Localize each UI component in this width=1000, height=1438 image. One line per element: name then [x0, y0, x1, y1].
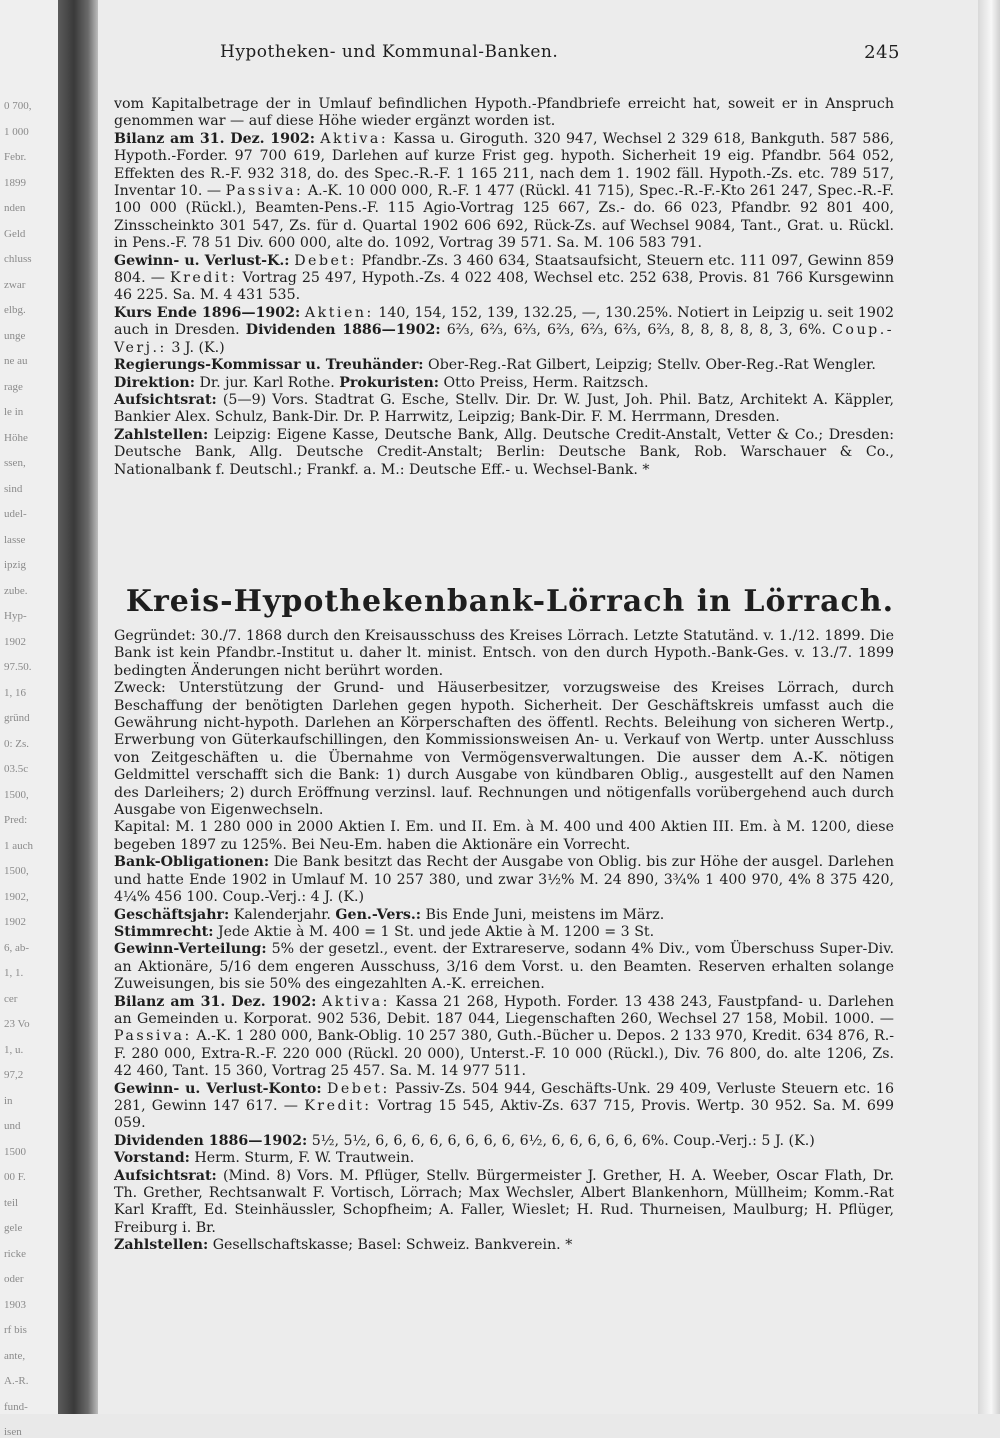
- spaced-label: Passiva:: [225, 183, 304, 200]
- margin-fragment: 23 Vo: [4, 1018, 30, 1030]
- margin-fragment: A.-R.: [4, 1375, 29, 1387]
- margin-fragment: 97,2: [4, 1069, 24, 1081]
- bold-label: Gewinn-Verteilung:: [114, 941, 267, 958]
- margin-fragment: ante,: [4, 1349, 26, 1362]
- margin-fragment: cer: [4, 992, 18, 1005]
- text-run: Otto Preiss, Herm. Raitzsch.: [439, 374, 649, 391]
- section-kreis-hypothekenbank: [114, 628, 894, 1255]
- margin-fragment: 0: Zs.: [4, 737, 30, 750]
- margin-fragment: elbg.: [4, 304, 26, 316]
- margin-fragment: isen: [4, 1426, 22, 1438]
- margin-fragment: zwar: [4, 278, 26, 291]
- margin-fragment: 1, 1.: [4, 967, 24, 979]
- text-run: (Mind. 8) Vors. M. Pflüger, Stellv. Bürgermeister J. Grether, H. A. Weeber, Oscar Flath, Dr. Th. Grether, Rechtsanwalt F. Vortisch, Lörrach; Max Wechsler, Albert Blankenhorn, Müllheim; Komm.-Rat Karl Krafft, Ed. Steinhäussler, Schopfheim; A. Faller, Wieslet; H. Rud. Thurneisen, Maulburg; H. Pflüger, Freiburg i. Br.: [114, 1167, 894, 1236]
- paragraph: [114, 131, 894, 253]
- margin-fragment: unge: [4, 329, 26, 342]
- paragraph: [114, 1133, 894, 1150]
- text-run: (5—9) Vors. Stadtrat G. Esche, Stellv. Dir. Dr. W. Just, Joh. Phil. Batz, Architekt A. Käppler, Bankier Alex. Schulz, Bank-Dir. Dr. P. Harrwitz, Leipzig; Bank-Dir. F. M. Herrmann, Dresden.: [114, 391, 894, 426]
- bold-label: Dividenden 1886—1902:: [114, 1132, 308, 1149]
- text-run: 5½, 5½, 6, 6, 6, 6, 6, 6, 6, 6, 6½, 6, 6, 6, 6, 6, 6%. Coup.-Verj.: 5 J. (K.): [307, 1132, 815, 1149]
- margin-fragment: Höhe: [4, 431, 28, 444]
- margin-fragment: Pred:: [4, 814, 28, 826]
- bold-label: Bank-Obligationen:: [114, 854, 270, 871]
- margin-fragment: ssen,: [4, 457, 26, 469]
- margin-fragment: 00 F.: [4, 1171, 26, 1183]
- paragraph: [114, 924, 894, 941]
- paragraph: [114, 819, 894, 854]
- text-run: Kassa 21 268, Hypoth. Forder. 13 438 243, Faustpfand- u. Darlehen an Gemeinden u. Korporat. 902 536, Debit. 187 044, Liegenschaften 260, Wechsel 27 158, Mobil. 1000. —: [114, 993, 895, 1027]
- paragraph: [114, 854, 894, 906]
- margin-fragment: oder: [4, 1273, 24, 1285]
- page-edge: [978, 0, 1000, 1414]
- margin-fragment: nden: [4, 202, 26, 214]
- spaced-label: Kredit:: [170, 270, 238, 287]
- bold-label: Geschäftsjahr:: [114, 906, 230, 923]
- text-run: Dr. jur. Karl Rothe.: [194, 374, 340, 391]
- paragraph: [114, 1237, 894, 1254]
- bold-label: Gewinn- u. Verlust-Konto:: [114, 1080, 322, 1097]
- paragraph: [114, 96, 894, 131]
- paragraph: [114, 305, 894, 357]
- text-run: Ober-Reg.-Rat Gilbert, Leipzig; Stellv. Ober-Reg.-Rat Wengler.: [423, 357, 876, 374]
- paragraph: [114, 628, 894, 680]
- margin-fragment: sind: [4, 482, 23, 495]
- text-run: 3 J. (K.): [166, 339, 225, 356]
- spaced-label: Aktien:: [304, 304, 374, 321]
- text-run: 140, 154, 152, 139, 132.25, —, 130.25%. Notiert in Leipzig u. seit 1902 auch in Dresden.: [114, 304, 894, 339]
- spaced-label: Kredit:: [304, 1097, 372, 1114]
- spaced-label: Aktiva:: [322, 993, 390, 1010]
- text-run: Passiv-Zs. 504 944, Geschäfts-Unk. 29 409, Verluste Steuern etc. 16 281, Gewinn 147 617. —: [114, 1080, 894, 1114]
- margin-fragment: rf bis: [4, 1324, 27, 1336]
- bold-label: Bilanz am 31. Dez. 1902:: [114, 993, 317, 1010]
- text-run: 6⅔, 6⅔, 6⅔, 6⅔, 6⅔, 6⅔, 6⅔, 8, 8, 8, 8, 8, 3, 6%.: [440, 322, 833, 339]
- margin-fragment: udel-: [4, 508, 27, 520]
- margin-fragment: 03.5c: [4, 763, 29, 775]
- text-run: vom Kapitalbetrage der in Umlauf befindlichen Hypoth.-Pfandbriefe erreicht hat, soweit er in Anspruch genommen war — auf diese Höhe wieder ergänzt worden ist.: [114, 96, 894, 130]
- bold-label: Regierungs-Kommissar u. Treuhänder:: [114, 357, 424, 374]
- margin-fragment: chluss: [4, 253, 32, 265]
- margin-fragment: 1899: [4, 176, 26, 189]
- bold-label: Zahlstellen:: [114, 1237, 209, 1254]
- margin-fragment: ne au: [4, 355, 28, 367]
- bold-label: Stimmrecht:: [114, 923, 214, 940]
- text-run: Vortrag 15 545, Aktiv-Zs. 637 715, Provis. Wertp. 30 952. Sa. M. 699 059.: [114, 1097, 894, 1132]
- paragraph: [114, 253, 894, 305]
- margin-fragment: 1902: [4, 916, 26, 928]
- bold-label: Aufsichtsrat:: [114, 1167, 217, 1184]
- text-run: Leipzig: Eigene Kasse, Deutsche Bank, Allg. Deutsche Credit-Anstalt, Vetter & Co.; Dresden: Deutsche Bank, Allg. Deutsche Credit-Anstalt; Berlin: Deutsche Bank, Rob. Warschauer & Co., Nationalbank f. Deutschl.; Frankf. a. M.: Deutsche Eff.- u. Wechsel-Bank. *: [114, 426, 894, 478]
- text-run: Herm. Sturm, F. W. Trautwein.: [189, 1150, 415, 1167]
- page-number: 245: [864, 42, 900, 63]
- bold-label: Aufsichtsrat:: [114, 391, 217, 408]
- bold-label: Zahlstellen:: [114, 426, 209, 443]
- margin-fragment: le in: [4, 406, 24, 418]
- bold-label: Gewinn- u. Verlust-K.:: [114, 252, 290, 269]
- margin-fragment: 1500,: [4, 865, 29, 877]
- spaced-label: Passiva:: [114, 1028, 192, 1045]
- margin-fragment: 1, 16: [4, 686, 26, 699]
- bold-label: Bilanz am 31. Dez. 1902:: [114, 130, 316, 147]
- margin-fragment: 1500,: [4, 788, 29, 801]
- margin-fragment: in: [4, 1094, 13, 1107]
- section-previous-bank: [114, 96, 894, 479]
- text-run: Kapital: M. 1 280 000 in 2000 Aktien I. Em. und II. Em. à M. 400 und 400 Aktien III. Em. à M. 1200, diese begeben 1897 zu 125%. Bei Neu-Em. haben die Aktionäre ein Vorrecht.: [114, 819, 894, 853]
- spaced-label: Debet:: [294, 252, 357, 269]
- paragraph: [114, 1081, 894, 1133]
- spaced-label: Aktiva:: [320, 130, 389, 147]
- paragraph: [114, 392, 894, 427]
- bold-label: Kurs Ende 1896—1902:: [114, 304, 301, 321]
- text-run: Zweck: Unterstützung der Grund- und Häuserbesitzer, vorzugsweise des Kreises Lörrach, durch Beschaffung der benötigten Darlehen gegen hypoth. Sicherheit. Der Geschäftskreis umfasst auch die Gewährung nicht-hypoth. Darlehen an Körperschaften des öffentl. Rechts. Beleihung von sicheren Wertp., Erwerbung von Güterkaufschillingen, den Kommissionsweisen An- u. Verkauf von Wertp. unter Ausschluss von Zeitgeschäften u. die Übernahme von Vermögensverwaltungen. Die ausser dem A.-K. nötigen Geldmittel verschafft sich die Bank: 1) durch Ausgabe von kündbaren Oblig., ausgestellt auf den Namen des Darleihers; 2) durch Eröffnung verzinsl. lauf. Rechnungen und nötigenfalls vorübergehend auch durch Ausgabe von Eigenwechseln.: [114, 680, 894, 819]
- margin-fragment: gründ: [4, 712, 30, 724]
- paragraph: [114, 941, 894, 993]
- margin-fragment: Hyp-: [4, 610, 27, 622]
- margin-fragment: 1903: [4, 1298, 26, 1311]
- text-run: A.-K. 1 280 000, Bank-Oblig. 10 257 380, Guth.-Bücher u. Depos. 2 133 970, Kredit. 634 876, R.-F. 280 000, Extra-R.-F. 220 000 (Rückl. 20 000), Unterst.-F. 10 000 (Rückl.), Div. 76 800, do. alte 1206, Zs. 42 460, Tant. 15 360, Vortrag 25 457. Sa. M. 14 977 511.: [114, 1028, 894, 1080]
- margin-fragment: 6, ab-: [4, 941, 30, 954]
- margin-fragment: 1902: [4, 635, 26, 648]
- text-run: Gesellschaftskasse; Basel: Schweiz. Bankverein. *: [208, 1237, 573, 1254]
- margin-fragment: lasse: [4, 533, 26, 546]
- text-run: Pfandbr.-Zs. 3 460 634, Staatsaufsicht, Steuern etc. 111 097, Gewinn 859 804. —: [114, 252, 895, 287]
- margin-fragment: Febr.: [4, 151, 27, 163]
- bold-label: Prokuristen:: [339, 374, 440, 391]
- spaced-label: Debet:: [327, 1080, 390, 1097]
- margin-fragment: fund-: [4, 1400, 28, 1413]
- book-gutter: [58, 0, 98, 1414]
- margin-fragment: 97.50.: [4, 661, 32, 673]
- paragraph: [114, 1150, 894, 1167]
- header-title: Hypotheken- und Kommunal-Banken.: [220, 42, 559, 62]
- margin-fragment: 1500: [4, 1145, 26, 1158]
- spaced-label: Coup.-Verj.:: [114, 322, 894, 356]
- text-run: Bis Ende Juni, meistens im März.: [421, 906, 665, 923]
- margin-fragment: gele: [4, 1222, 23, 1234]
- margin-fragment: 1902,: [4, 890, 29, 903]
- paragraph: [114, 375, 894, 392]
- adjacent-page-margin: [0, 0, 58, 1438]
- text-run: Kassa u. Giroguth. 320 947, Wechsel 2 329 618, Bankguth. 587 586, Hypoth.-Forder. 97 700 619, Darlehen auf kurze Frist geg. hypoth. Sicherheit 19 eig. Pfandbr. 564 052, Effekten des R.-F. 932 318, do. des Spec.-R.-F. 1 165 211, nach dem 1. 1902 fäll. Hypoth.-Zs. etc. 789 517, Inventar 10. —: [114, 130, 895, 200]
- margin-fragment: Geld: [4, 227, 26, 240]
- bold-label: Dividenden 1886—1902:: [245, 322, 441, 339]
- paragraph: [114, 1168, 894, 1238]
- margin-fragment: zube.: [4, 584, 28, 597]
- text-run: 5% der gesetzl., event. der Extrareserve, sodann 4% Div., vom Überschuss Super-Div. an Aktionäre, 5/16 dem engeren Ausschuss, 3/16 dem Vorst. u. den Beamten. Reserven erhalten solange Zuweisungen, bis sie 50% des eingezahlten A.-K. erreichen.: [114, 941, 894, 993]
- margin-fragment: 1 000: [4, 125, 29, 138]
- paragraph: [114, 680, 894, 819]
- margin-fragment: rage: [4, 380, 23, 393]
- paragraph: [114, 427, 894, 479]
- paragraph: [114, 907, 894, 924]
- margin-fragment: 1 auch: [4, 839, 34, 852]
- margin-fragment: 0 700,: [4, 100, 32, 112]
- text-run: Kalenderjahr.: [229, 906, 336, 923]
- section-heading: Kreis-Hypothekenbank-Lörrach in Lörrach.: [125, 584, 895, 619]
- text-run: Gegründet: 30./7. 1868 durch den Kreisausschuss des Kreises Lörrach. Letzte Statutänd. v. 1./12. 1899. Die Bank ist kein Pfandbr.-Institut u. daher lt. minist. Entsch. von den durch Hypoth.-Bank-Ges. v. 13./7. 1899 bedingten Änderungen nicht berührt worden.: [114, 628, 894, 679]
- bold-label: Gen.-Vers.:: [335, 906, 422, 923]
- text-run: Vortrag 25 497, Hypoth.-Zs. 4 022 408, Wechsel etc. 252 638, Provis. 81 766 Kursgewinn 46 225. Sa. M. 4 431 535.: [114, 270, 895, 304]
- text-run: Jede Aktie à M. 400 = 1 St. und jede Aktie à M. 1200 = 3 St.: [213, 923, 655, 940]
- margin-fragment: ipzig: [4, 559, 26, 571]
- paragraph: [114, 357, 894, 374]
- paragraph: [114, 994, 894, 1081]
- margin-fragment: teil: [4, 1196, 19, 1209]
- margin-fragment: ricke: [4, 1247, 26, 1260]
- text-run: Die Bank besitzt das Recht der Ausgabe von Oblig. bis zur Höhe der ausgel. Darlehen und hatte Ende 1902 in Umlauf M. 10 257 380, und zwar 3½% M. 24 890, 3¾% 1 400 970, 4% 8 375 420, 4¼% 456 100. Coup.-Verj.: 4 J. (K.): [114, 854, 894, 906]
- text-run: A.-K. 10 000 000, R.-F. 1 477 (Rückl. 41 715), Spec.-R.-F.-Kto 261 247, Spec.-R.-F. 100 000 (Rückl.), Beamten-Pens.-F. 115 Agio-Vortrag 125 667, Zs.- do. 66 023, Pfandbr. 92 801 400, Zinsscheinkto 301 547, Zs. für d. Quartal 1902 606 692, Rück-Zs. auf Wechsel 9084, Tant., Grat. u. Rückl. in Pens.-F. 78 51 Div. 600 000, alte do. 1092, Vortrag 39 571. Sa. M. 106 583 791.: [114, 183, 895, 252]
- bold-label: Direktion:: [114, 374, 195, 391]
- margin-fragment: 1, u.: [4, 1043, 24, 1056]
- bold-label: Vorstand:: [114, 1150, 190, 1167]
- margin-fragment: und: [4, 1120, 21, 1132]
